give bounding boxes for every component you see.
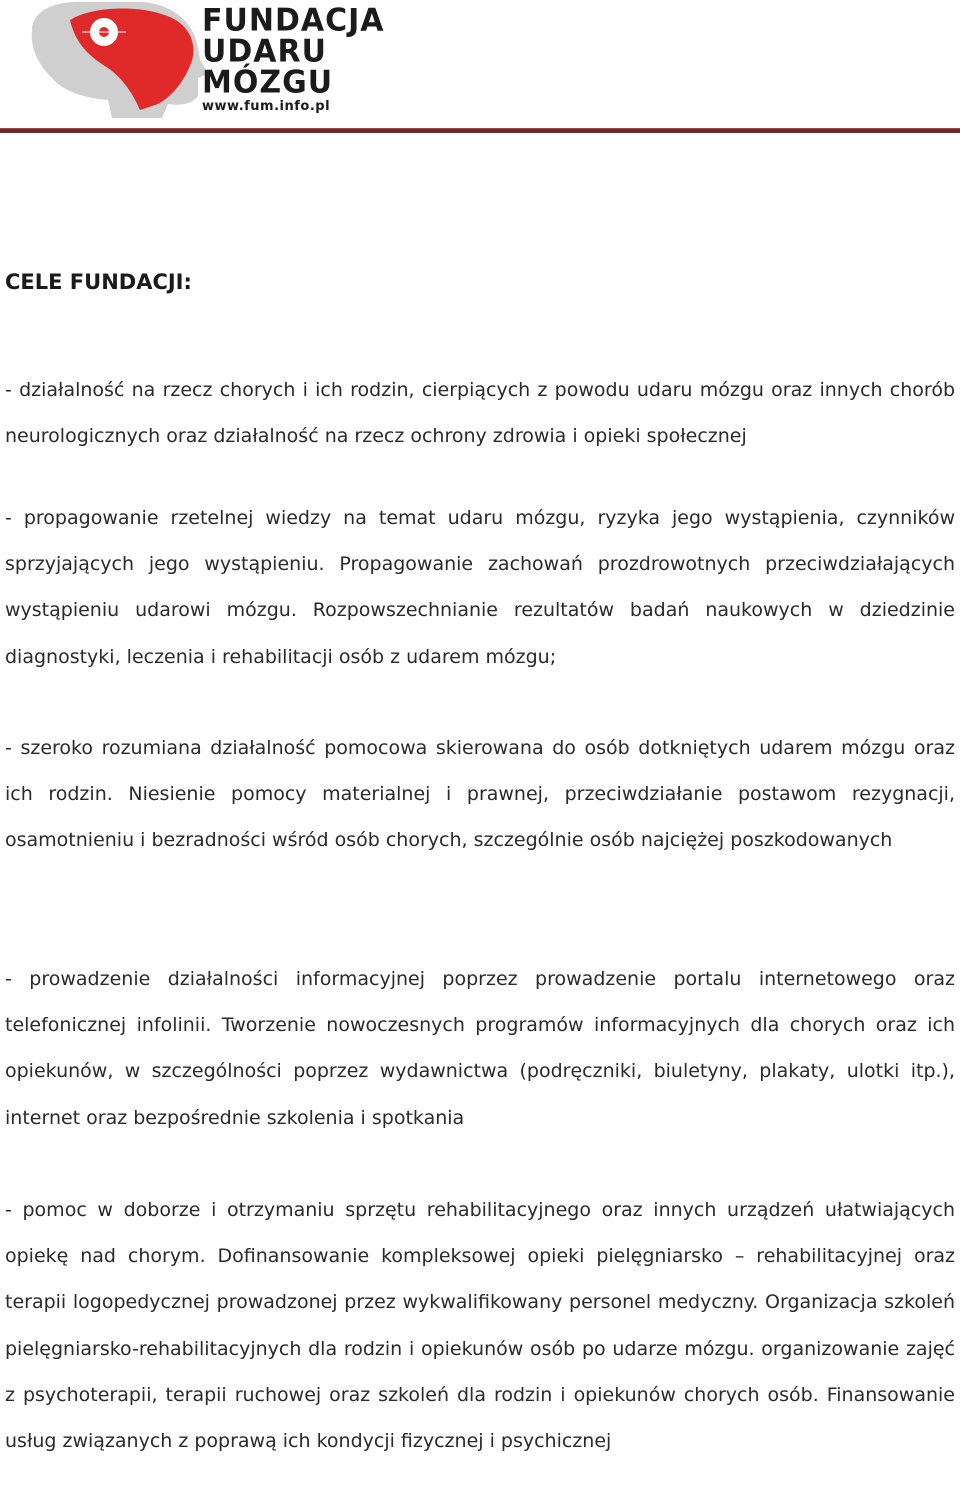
section-heading: CELE FUNDACJI: <box>5 270 192 294</box>
goal-paragraph-4: - prowadzenie działalności informacyjnej poprzez prowadzenie portalu internetowego oraz telefonicznej infolinii. Tworzenie nowoczesnych programów informacyjnych dla chorych oraz ich opiekunów, w szczególności poprzez wydawnictwa (podręczniki, biuletyny, plakaty, ulotki itp.), internet oraz bezpośrednie szkolenia i spotkania <box>5 968 955 1129</box>
logo-line-3: MÓZGU <box>202 64 334 101</box>
goal-paragraph-5: - pomoc w doborze i otrzymaniu sprzętu rehabilitacyjnego oraz innych urządzeń ułatwiających opiekę nad chorym. Dofinansowanie kompleksowej opieki pielęgniarsko – rehabilitacyjnej oraz terapii logopedycznej prowadzonej przez wykwalifikowany personel medyczny. Organizacja szkoleń pielęgniarsko-rehabilitacyjnych dla rodzin i opiekunów osób po udarze mózgu. organizowanie zajęć z psychoterapii, terapii ruchowej oraz szkoleń dla rodzin i opiekunów chorych osób. Finansowanie usług związanych z poprawą ich kondycji fizycznej i psychicznej <box>5 1199 955 1453</box>
goal-paragraph-1: - działalność na rzecz chorych i ich rodzin, cierpiących z powodu udaru mózgu oraz innych chorób neurologicznych oraz działalność na rzecz ochrony zdrowia i opieki społecznej <box>5 379 955 448</box>
logo-wordmark <box>202 2 385 114</box>
goal-paragraph-3: - szeroko rozumiana działalność pomocowa skierowana do osób dotkniętych udarem mózgu oraz ich rodzin. Niesienie pomocy materialnej i prawnej, przeciwdziałanie postawom rezygnacji, osamotnieniu i bezradności wśród osób chorych, szczególnie osób najciężej poszkodowanych <box>5 737 955 852</box>
page-header <box>0 0 960 140</box>
header-divider <box>0 128 960 133</box>
logo-url: www.fum.info.pl <box>202 99 331 114</box>
logo-line-1: FUNDACJA <box>202 2 385 39</box>
logo-line-2: UDARU <box>202 33 327 70</box>
goal-paragraph-2: - propagowanie rzetelnej wiedzy na temat udaru mózgu, ryzyka jego wystąpienia, czynników sprzyjających jego wystąpieniu. Propagowanie zachowań prozdrowotnych przeciwdziałających wystąpieniu udarowi mózgu. Rozpowszechnianie rezultatów badań naukowych w dziedzinie diagnostyki, leczenia i rehabilitacji osób z udarem mózgu; <box>5 507 955 668</box>
